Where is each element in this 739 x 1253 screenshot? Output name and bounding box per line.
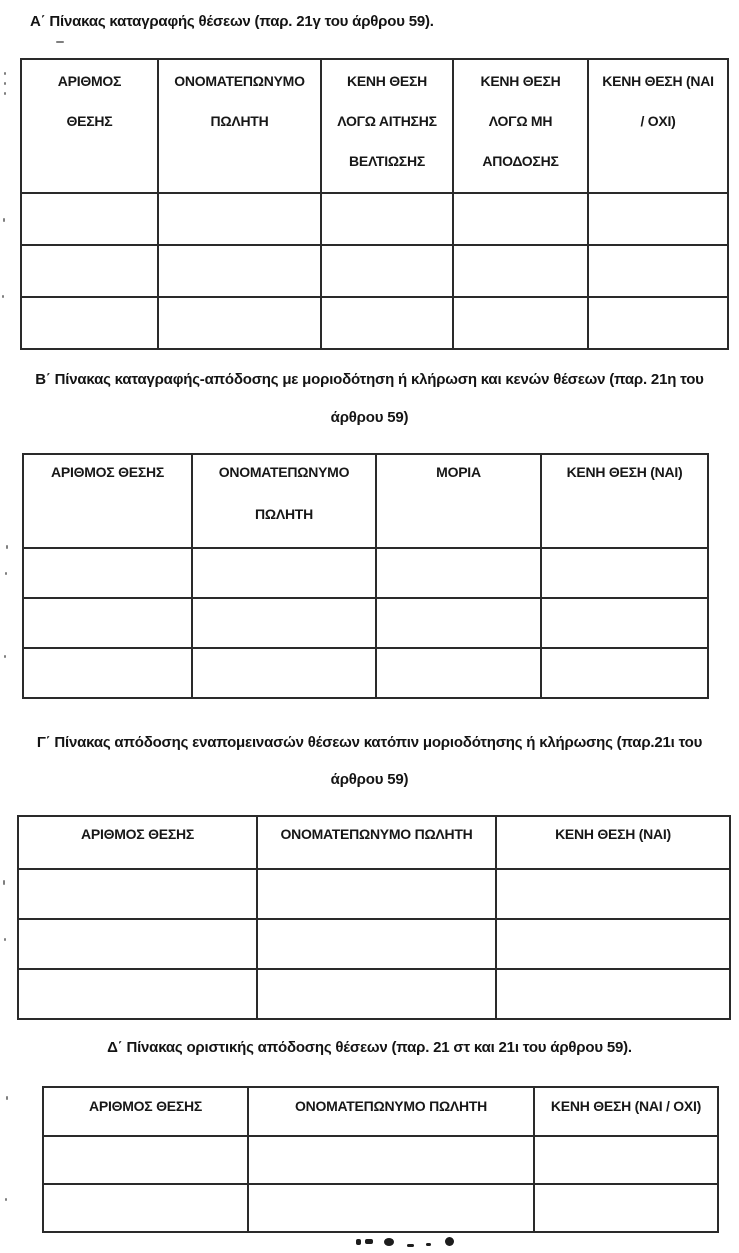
col-header-seller-name (257, 816, 496, 869)
scan-mark (4, 938, 6, 941)
section-c-title-line1: Γ΄ Πίνακας απόδοσης εναπομεινασών θέσεων κατόπιν μοριοδότησης ή κλήρωσης (παρ.21ι του (36, 734, 703, 751)
header-line: ΛΟΓΩ ΑΙΤΗΣΗΣ (337, 113, 437, 129)
header-line: ΟΝΟΜΑΤΕΠΩΝΥΜΟ (218, 464, 350, 480)
col-header-position-number (21, 59, 158, 193)
empty-cell (496, 869, 730, 919)
empty-cell (18, 969, 257, 1019)
col-header-seller-name (248, 1087, 534, 1136)
empty-cell (23, 548, 192, 598)
scan-mark (4, 92, 6, 95)
empty-cell (453, 297, 588, 349)
table-row (21, 297, 728, 349)
empty-cell (21, 193, 158, 245)
col-header-position-number (23, 454, 192, 548)
cutoff-text-fragment (407, 1244, 414, 1247)
table-d-header-row (43, 1087, 718, 1136)
empty-cell (43, 1184, 248, 1232)
header-line: ΑΡΙΘΜΟΣ ΘΕΣΗΣ (51, 464, 164, 480)
scan-mark (5, 572, 7, 575)
col-header-points (376, 454, 541, 548)
empty-cell (158, 193, 321, 245)
empty-cell (18, 919, 257, 969)
table-row (43, 1136, 718, 1184)
section-b-title-line1: Β΄ Πίνακας καταγραφής-απόδοσης με μοριοδότηση ή κλήρωση και κενών θέσεων (παρ. 21η του (35, 371, 704, 388)
header-line: ΚΕΝΗ ΘΕΣΗ (ΝΑΙ / ΟΧΙ) (550, 1098, 702, 1114)
empty-cell (453, 245, 588, 297)
header-line: ΜΟΡΙΑ (436, 464, 481, 480)
col-header-position-number (43, 1087, 248, 1136)
header-line: ΚΕΝΗ ΘΕΣΗ (346, 73, 428, 89)
scan-mark (56, 41, 64, 43)
header-line: ΟΝΟΜΑΤΕΠΩΝΥΜΟ (174, 73, 305, 89)
scan-mark (4, 82, 6, 85)
section-a-title: Α΄ Πίνακας καταγραφής θέσεων (παρ. 21γ του άρθρου 59). (30, 13, 434, 30)
header-line: ΟΝΟΜΑΤΕΠΩΝΥΜΟ ΠΩΛΗΤΗ (294, 1098, 488, 1114)
table-c-header-row (18, 816, 730, 869)
empty-cell (23, 648, 192, 698)
empty-cell (453, 193, 588, 245)
scan-mark (4, 72, 6, 75)
empty-cell (43, 1136, 248, 1184)
empty-cell (248, 1184, 534, 1232)
scan-mark (3, 218, 5, 222)
table-row (18, 919, 730, 969)
col-header-position-number (18, 816, 257, 869)
header-line: ΑΡΙΘΜΟΣ ΘΕΣΗΣ (89, 1098, 202, 1114)
table-row (21, 193, 728, 245)
table-row (23, 598, 708, 648)
empty-cell (376, 548, 541, 598)
table-d-final-allocation (42, 1086, 719, 1233)
header-line: ΒΕΛΤΙΩΣΗΣ (349, 153, 425, 169)
scan-mark (2, 295, 4, 298)
section-b-title-line2: άρθρου 59) (330, 409, 409, 426)
section-d-title: Δ΄ Πίνακας οριστικής απόδοσης θέσεων (παρ. 21 στ και 21ι του άρθρου 59). (107, 1039, 632, 1056)
cutoff-text-fragment (384, 1238, 394, 1246)
col-header-vacancy-yes (496, 816, 730, 869)
table-a-registration (20, 58, 729, 350)
empty-cell (534, 1136, 718, 1184)
empty-cell (534, 1184, 718, 1232)
empty-cell (588, 193, 728, 245)
table-row (21, 245, 728, 297)
empty-cell (321, 245, 453, 297)
empty-cell (18, 869, 257, 919)
table-c-remaining-positions (17, 815, 731, 1020)
header-line: ΛΟΓΩ ΜΗ (488, 113, 553, 129)
table-row (23, 548, 708, 598)
empty-cell (376, 648, 541, 698)
empty-cell (23, 598, 192, 648)
empty-cell (192, 598, 376, 648)
empty-cell (541, 598, 708, 648)
empty-cell (376, 598, 541, 648)
table-row (18, 869, 730, 919)
col-header-vacancy-yes-no (588, 59, 728, 193)
col-header-seller-name (192, 454, 376, 548)
scan-mark (6, 1096, 8, 1100)
empty-cell (21, 297, 158, 349)
scan-mark (5, 1198, 7, 1201)
header-line: ΑΡΙΘΜΟΣ (57, 73, 122, 89)
empty-cell (158, 297, 321, 349)
scan-mark (3, 880, 5, 885)
header-line: ΚΕΝΗ ΘΕΣΗ (ΝΑΙ) (566, 464, 683, 480)
empty-cell (496, 969, 730, 1019)
table-row (23, 648, 708, 698)
empty-cell (21, 245, 158, 297)
empty-cell (321, 297, 453, 349)
empty-cell (496, 919, 730, 969)
cutoff-text-fragment (426, 1243, 431, 1246)
cutoff-text-fragment (365, 1239, 373, 1244)
scan-mark (4, 655, 6, 658)
empty-cell (257, 869, 496, 919)
empty-cell (192, 648, 376, 698)
header-line: ΑΡΙΘΜΟΣ ΘΕΣΗΣ (81, 826, 194, 842)
scan-mark (6, 545, 8, 549)
col-header-seller-name (158, 59, 321, 193)
section-c-title-line2: άρθρου 59) (330, 771, 409, 788)
header-line: ΠΩΛΗΤΗ (255, 506, 313, 522)
table-a-header-row (21, 59, 728, 193)
header-line: ΟΝΟΜΑΤΕΠΩΝΥΜΟ ΠΩΛΗΤΗ (280, 826, 473, 842)
header-line: ΚΕΝΗ ΘΕΣΗ (ΝΑΙ (602, 73, 714, 89)
empty-cell (541, 648, 708, 698)
col-header-vacancy-non-allocation (453, 59, 588, 193)
empty-cell (588, 297, 728, 349)
header-line: ΘΕΣΗΣ (66, 113, 113, 129)
empty-cell (541, 548, 708, 598)
cutoff-text-fragment (445, 1237, 454, 1246)
empty-cell (321, 193, 453, 245)
empty-cell (192, 548, 376, 598)
empty-cell (257, 969, 496, 1019)
col-header-vacancy-yes-no (534, 1087, 718, 1136)
header-line: / ΟΧΙ) (640, 113, 676, 129)
header-line: ΑΠΟΔΟΣΗΣ (482, 153, 559, 169)
col-header-vacancy-yes (541, 454, 708, 548)
header-line: ΚΕΝΗ ΘΕΣΗ (ΝΑΙ) (555, 826, 671, 842)
empty-cell (588, 245, 728, 297)
table-row (18, 969, 730, 1019)
table-b-header-row (23, 454, 708, 548)
cutoff-text-fragment (356, 1239, 361, 1245)
header-line: ΚΕΝΗ ΘΕΣΗ (480, 73, 561, 89)
table-b-scoring-lottery (22, 453, 709, 699)
header-line: ΠΩΛΗΤΗ (210, 113, 269, 129)
empty-cell (257, 919, 496, 969)
empty-cell (248, 1136, 534, 1184)
empty-cell (158, 245, 321, 297)
col-header-vacancy-improvement-request (321, 59, 453, 193)
table-row (43, 1184, 718, 1232)
